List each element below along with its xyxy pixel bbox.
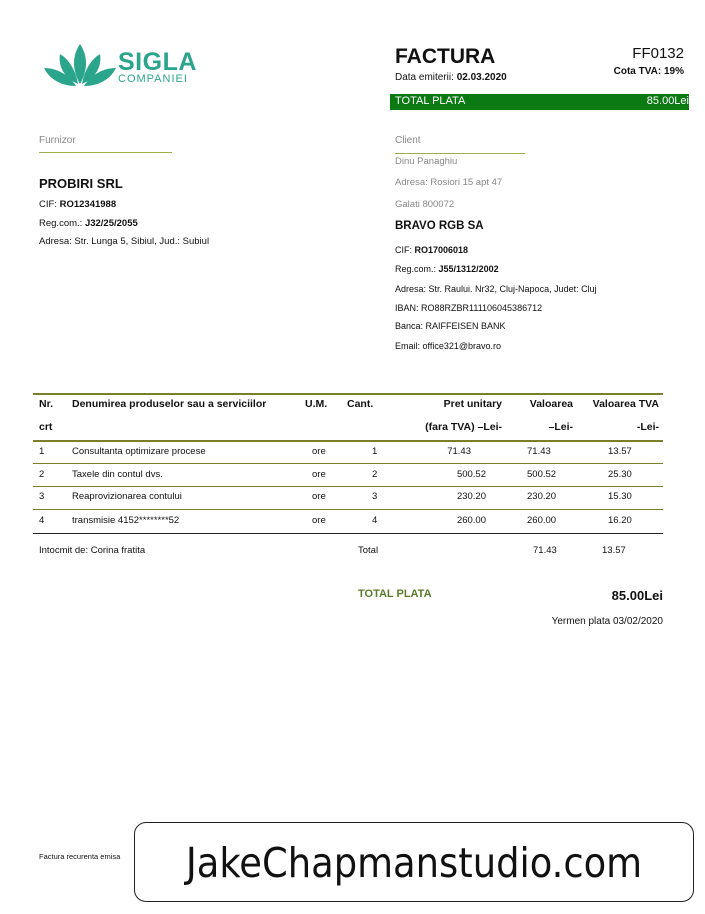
th-nr: Nr. — [39, 398, 54, 410]
invoice-number: FF0132 — [632, 45, 684, 62]
invoice-date-value: 02.03.2020 — [456, 72, 507, 83]
row4-nr: 4 — [39, 515, 45, 526]
row4-price: 260.00 — [456, 515, 486, 526]
row2-qty: 2 — [372, 469, 378, 480]
th-vat: Valoarea TVA — [592, 398, 659, 410]
invoice-title: FACTURA — [395, 45, 496, 68]
vat-rate: Cota TVA: 19% — [613, 66, 684, 77]
issued-by: Intocmit de: Corina fratita — [39, 545, 146, 556]
row4-um: ore — [312, 515, 326, 526]
client-contact-city: Galati 800072 — [395, 199, 455, 210]
th-value: Valoarea — [529, 398, 573, 410]
table-header-rule — [33, 440, 663, 442]
row4-desc: transmisie 4152********52 — [72, 515, 180, 526]
th-unit-price: Pret unitary — [443, 398, 502, 410]
row3-value: 230.20 — [527, 491, 557, 502]
row3-qty: 3 — [372, 491, 378, 502]
row2-um: ore — [312, 469, 326, 480]
total-bar-label: TOTAL PLATA — [395, 95, 466, 107]
row3-price: 230.20 — [456, 491, 486, 502]
client-reg — [395, 264, 499, 274]
row2-price: 500.52 — [456, 469, 486, 480]
row3-desc: Reaprovizionarea contului — [72, 491, 182, 502]
th-value-sub: –Lei- — [548, 421, 573, 433]
summary-total-value: 85.00Lei — [611, 588, 663, 603]
watermark-banner: JakeChapmanstudio.com — [134, 822, 694, 902]
client-reg-value: J55/1312/2002 — [438, 264, 499, 274]
invoice-date-label: Data emiterii: — [395, 72, 454, 83]
th-unit-price-sub: (fara TVA) –Lei- — [425, 421, 502, 433]
total-bar-value: 85.00Lei — [646, 95, 689, 107]
supplier-cif — [39, 199, 116, 210]
client-contact-name: Dinu Panaghiu — [395, 156, 458, 167]
row1-desc: Consultanta optimizare procese — [72, 446, 206, 457]
client-address: Adresa: Str. Raului. Nr32, Cluj-Napoca, Judet: Cluj — [395, 284, 597, 294]
supplier-section-label: Furnizor — [39, 135, 76, 146]
row3-vat: 15.30 — [608, 491, 632, 502]
client-cif-value: RO17006018 — [414, 245, 469, 255]
th-description: Denumirea produselor sau a serviciilor — [72, 398, 267, 410]
row1-price: 71.43 — [447, 446, 471, 457]
table-total-vat: 13.57 — [602, 545, 626, 556]
table-total-label: Total — [358, 545, 379, 556]
client-bank: Banca: RAIFFEISEN BANK — [395, 321, 506, 331]
supplier-reg-value: J32/25/2055 — [84, 218, 138, 229]
supplier-address: Adresa: Str. Lunga 5, Sibiul, Jud.: Subiul — [39, 236, 210, 247]
supplier-reg — [39, 218, 138, 229]
client-cif-label: CIF: — [395, 245, 412, 255]
th-vat-sub: -Lei- — [636, 421, 659, 433]
supplier-cif-label: CIF: — [39, 199, 57, 210]
row2-desc: Taxele din contul dvs. — [72, 469, 163, 480]
row2-vat: 25.30 — [608, 469, 632, 480]
row1-nr: 1 — [39, 446, 45, 457]
row2-value: 500.52 — [527, 469, 557, 480]
th-nr-sub: crt — [39, 421, 53, 433]
row1-vat: 13.57 — [608, 446, 632, 457]
row3-nr: 3 — [39, 491, 45, 502]
client-reg-label: Reg.com.: — [395, 264, 437, 274]
supplier-reg-label: Reg.com.: — [39, 218, 83, 229]
th-um: U.M. — [305, 398, 328, 410]
row1-qty: 1 — [372, 446, 378, 457]
recurring-note: Factura recurenta emisa — [39, 852, 121, 861]
row4-vat: 16.20 — [608, 515, 632, 526]
row-separator — [33, 509, 663, 510]
due-date-label: Yermen plata — [551, 616, 611, 627]
row1-value: 71.43 — [527, 446, 551, 457]
table-top-rule — [33, 393, 663, 395]
invoice-date — [395, 72, 507, 83]
client-section-label: Client — [395, 135, 421, 146]
th-qty: Cant. — [347, 398, 374, 410]
logo-subtitle: COMPANIEI — [118, 73, 188, 85]
due-date-value: 03/02/2020 — [612, 616, 663, 627]
table-total-value: 71.43 — [533, 545, 557, 556]
row4-qty: 4 — [372, 515, 378, 526]
client-email: Email: office321@bravo.ro — [395, 341, 502, 351]
client-cif — [395, 245, 468, 255]
row4-value: 260.00 — [527, 515, 557, 526]
row-separator — [33, 486, 663, 487]
row2-nr: 2 — [39, 469, 45, 480]
supplier-cif-value: RO12341988 — [59, 199, 117, 210]
client-divider — [395, 153, 525, 154]
summary-total-label: TOTAL PLATA — [358, 588, 432, 600]
table-bottom-rule — [33, 533, 663, 534]
client-contact-address: Adresa: Rosiori 15 apt 47 — [395, 177, 503, 188]
due-date — [480, 616, 663, 627]
supplier-divider — [39, 152, 172, 153]
supplier-name: PROBIRI SRL — [39, 176, 123, 191]
client-name: BRAVO RGB SA — [395, 220, 484, 232]
row1-um: ore — [312, 446, 326, 457]
row-separator — [33, 463, 663, 464]
row3-um: ore — [312, 491, 326, 502]
client-iban: IBAN: RO88RZBR111106045386712 — [395, 303, 543, 313]
total-bar — [390, 94, 689, 110]
logo-title: SIGLA — [118, 48, 197, 76]
